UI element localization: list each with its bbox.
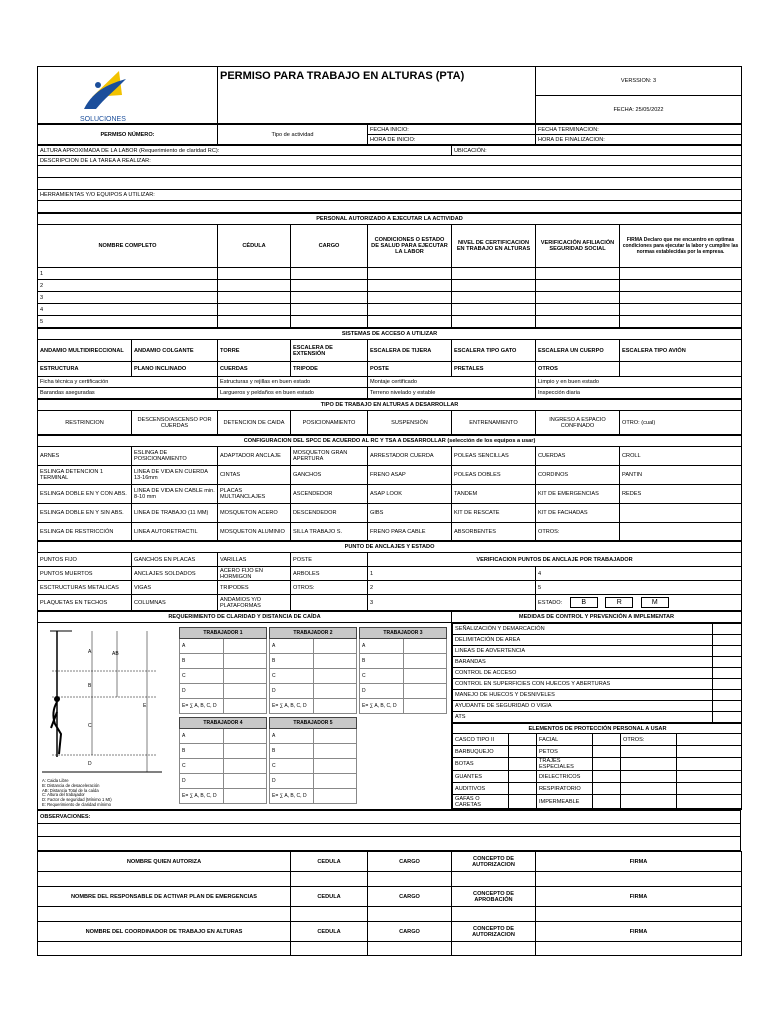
table-row: 4 xyxy=(38,304,742,316)
control-item[interactable]: LINEAS DE ADVERTENCIA xyxy=(453,646,713,657)
coordinator-role: CARGO xyxy=(368,922,452,942)
tools-field[interactable]: HERRAMIENTAS Y/O EQUIPOS A UTILIZAR: xyxy=(38,190,742,201)
equipment-option[interactable]: GIBS xyxy=(368,504,452,523)
authorizer-role: CARGO xyxy=(368,852,452,872)
work-type-row xyxy=(38,411,742,435)
ppe-item[interactable]: BARBUQUEJO xyxy=(453,746,509,758)
control-item[interactable]: ATS xyxy=(453,712,713,723)
equipment-option[interactable]: CROLL xyxy=(620,447,742,466)
col-social-security: VERIFICACIÓN AFILIACIÓN SEGURIDAD SOCIAL xyxy=(536,225,620,268)
access-option[interactable]: PRETALES xyxy=(452,362,536,377)
equipment-other[interactable]: OTROS: xyxy=(536,523,620,541)
anchors-title: PUNTO DE ANCLAJES Y ESTADO xyxy=(38,542,742,553)
access-check[interactable]: Barandas aseguradas xyxy=(38,388,218,399)
anchor-worker-4[interactable]: 4 xyxy=(536,567,742,581)
equipment-option[interactable]: SILLA TRABAJO S. xyxy=(291,523,368,541)
access-check[interactable]: Inspección diaria xyxy=(536,388,742,399)
emergency-lead-signature: FIRMA xyxy=(536,887,742,907)
access-option[interactable]: ANDAMIO MULTIDIRECCIONAL xyxy=(38,340,132,362)
table-row xyxy=(38,523,742,541)
status-label: ESTADO: xyxy=(538,600,563,606)
anchor-worker-2[interactable]: 2 xyxy=(368,581,536,595)
anchor-option[interactable]: PLAQUETAS EN TECHOS xyxy=(38,595,132,611)
table-row xyxy=(38,553,742,567)
end-date-field[interactable]: FECHA TERMINACION: xyxy=(536,125,742,135)
fig-label-c: C xyxy=(88,723,92,729)
worker-1-table: TRABAJADOR 1 A B C D E= ∑ A, B, C, D xyxy=(179,627,267,714)
anchor-verification-title: VERIFICACION PUNTOS DE ANCLAJE POR TRABAJADOR xyxy=(368,553,742,567)
authorizer-id: CEDULA xyxy=(291,852,368,872)
anchor-option[interactable]: PUNTOS FIJO xyxy=(38,553,132,567)
legend-item: A: Caida Libre xyxy=(42,778,69,783)
ppe-item[interactable]: RESPIRATORIO xyxy=(537,783,593,795)
equipment-option[interactable]: PANTIN xyxy=(620,466,742,485)
title-cell xyxy=(218,67,536,124)
equipment-option[interactable]: POLEAS DOBLES xyxy=(452,466,536,485)
equipment-option[interactable]: GANCHOS xyxy=(291,466,368,485)
control-item[interactable]: SEÑALIZACIÓN Y DEMARCACIÓN xyxy=(453,624,713,635)
work-type-other[interactable]: OTRO: (cual) xyxy=(620,411,742,435)
control-list xyxy=(452,623,742,723)
equipment-option[interactable]: ESLINGA DOBLE EN Y CON ABS. xyxy=(38,485,132,504)
clearance-legend xyxy=(42,779,112,808)
equipment-option[interactable]: FRENO ASAP xyxy=(368,466,452,485)
equipment-option[interactable]: DESCENDEDOR xyxy=(291,504,368,523)
anchor-worker-1[interactable]: 1 xyxy=(368,567,536,581)
ppe-title: ELEMENTOS DE PROTECCIÓN PERSONAL A USAR xyxy=(453,724,742,734)
ppe-other[interactable]: OTROS: xyxy=(621,734,677,746)
ppe-item[interactable]: GAFAS O CARETAS xyxy=(453,795,509,809)
table-row xyxy=(38,567,742,581)
ppe-item[interactable]: DIELECTRICOS xyxy=(537,771,593,783)
anchor-option[interactable]: ARBOLES xyxy=(291,567,368,581)
anchor-option[interactable]: TRIPODES xyxy=(218,581,291,595)
description-line-1[interactable] xyxy=(38,166,742,178)
access-option[interactable]: ESCALERA DE EXTENSIÓN xyxy=(291,340,368,362)
worker-3-title: TRABAJADOR 3 xyxy=(360,628,447,639)
emergency-lead-id: CEDULA xyxy=(291,887,368,907)
height-field[interactable]: ALTURA APROXIMADA DE LA LABOR (Requerimiento de claridad RC): xyxy=(38,146,452,156)
page-title: PERMISO PARA TRABAJO EN ALTURAS (PTA) xyxy=(220,70,465,82)
equipment-option[interactable]: KIT DE FACHADAS xyxy=(536,504,620,523)
equipment-option[interactable]: ESLINGA DOBLE EN Y SIN ABS. xyxy=(38,504,132,523)
control-title: MEDIDAS DE CONTROL Y PREVENCIÓN A IMPLEMENTAR xyxy=(452,612,742,623)
permit-number-label: PERMISO NÚMERO: xyxy=(38,125,218,145)
control-item[interactable]: CONTROL EN SUPERFICIES CON HUECOS Y ABERTURAS xyxy=(453,679,713,690)
permit-form xyxy=(37,66,741,950)
access-option[interactable]: PLANO INCLINADO xyxy=(132,362,218,377)
worker-4-title: TRABAJADOR 4 xyxy=(180,718,267,729)
status-good-box[interactable]: B xyxy=(570,597,598,608)
equipment-option[interactable]: FRENO PARA CABLE xyxy=(368,523,452,541)
table-row xyxy=(38,485,742,504)
worker-2-title: TRABAJADOR 2 xyxy=(270,628,357,639)
anchor-option[interactable]: PUNTOS MUERTOS xyxy=(38,567,132,581)
equipment-option[interactable]: CORDINOS xyxy=(536,466,620,485)
coordinator-id: CEDULA xyxy=(291,922,368,942)
equipment-option[interactable]: LINEA AUTORETRACTIL xyxy=(132,523,218,541)
col-full-name: NOMBRE COMPLETO xyxy=(38,225,218,268)
ppe-item[interactable]: AUDITIVOS xyxy=(453,783,509,795)
equipment-option[interactable]: KIT DE RESCATE xyxy=(452,504,536,523)
anchor-option[interactable]: POSTE xyxy=(291,553,368,567)
work-type-option[interactable]: INGRESO A ESPACIO CONFINADO xyxy=(536,411,620,435)
access-row-2 xyxy=(38,362,742,377)
logo-cell xyxy=(38,67,218,124)
access-option[interactable]: ESCALERA DE TIJERA xyxy=(368,340,452,362)
equipment-option[interactable]: CUERDAS xyxy=(536,447,620,466)
equipment-option[interactable]: ESLINGA DE POSICIONAMIENTO xyxy=(132,447,218,466)
access-check[interactable]: Limpio y en buen estado xyxy=(536,377,742,388)
workers-grid xyxy=(179,627,447,804)
equipment-option[interactable]: PLACAS MULTIANCLAJES xyxy=(218,485,291,504)
legend-item: C: Altura del trabajador xyxy=(42,792,85,798)
personnel-table xyxy=(37,213,742,328)
coordinator-concept: CONCEPTO DE AUTORIZACION xyxy=(452,922,536,942)
ppe-item[interactable]: CASCO TIPO II xyxy=(453,734,509,746)
access-check[interactable]: Largueros y peldaños en buen estado xyxy=(218,388,368,399)
anchor-other[interactable]: OTROS: xyxy=(291,581,368,595)
control-item[interactable]: CONTROL DE ACCESO xyxy=(453,668,713,679)
access-option[interactable]: TRIPODE xyxy=(291,362,368,377)
access-option[interactable]: ESCALERA TIPO AVIÓN xyxy=(620,340,742,362)
authorizer-name: NOMBRE QUIEN AUTORIZA xyxy=(38,852,291,872)
control-item[interactable]: MANEJO DE HUECOS Y DESNIVELES xyxy=(453,690,713,701)
ppe-item[interactable]: BOTAS xyxy=(453,758,509,771)
spcc-table xyxy=(37,435,742,541)
equipment-option[interactable]: ARRESTADOR CUERDA xyxy=(368,447,452,466)
ppe-item[interactable]: PETOS xyxy=(537,746,593,758)
table-row: 5 xyxy=(38,316,742,328)
info-table xyxy=(37,124,742,145)
work-type-option[interactable]: POSICIONAMIENTO xyxy=(291,411,368,435)
equipment-option[interactable]: ESLINGA DE RESTRICCIÓN xyxy=(38,523,132,541)
col-health: CONDICIONES O ESTADO DE SALUD PARA EJECUTAR LA LABOR xyxy=(368,225,452,268)
table-row xyxy=(38,447,742,466)
worker-5-title: TRABAJADOR 5 xyxy=(270,718,357,729)
anchor-option[interactable]: VIGAS xyxy=(132,581,218,595)
fig-label-ab: AB xyxy=(112,651,119,657)
equipment-option[interactable]: ESLINGA DETENCION 1 TERMINAL xyxy=(38,466,132,485)
anchors-table xyxy=(37,541,742,611)
ppe-table xyxy=(452,723,742,809)
access-option[interactable]: ESTRUCTURA xyxy=(38,362,132,377)
emergency-lead-role: CARGO xyxy=(368,887,452,907)
anchor-worker-5[interactable]: 5 xyxy=(536,581,742,595)
access-row-3 xyxy=(38,377,742,388)
access-title: SISTEMAS DE ACCESO A UTILIZAR xyxy=(38,329,742,340)
anchor-option[interactable]: GANCHOS EN PLACAS xyxy=(132,553,218,567)
fall-clearance-diagram xyxy=(42,627,182,777)
worker-1-title: TRABAJADOR 1 xyxy=(180,628,267,639)
coordinator-signature: FIRMA xyxy=(536,922,742,942)
fig-label-d: D xyxy=(88,761,92,767)
access-table xyxy=(37,328,742,399)
equipment-option[interactable]: ABSORBENTES xyxy=(452,523,536,541)
equipment-option[interactable]: KIT DE EMERGENCIAS xyxy=(536,485,620,504)
legend-item: D: Factor de seguridad (Mínimo 1 Mt) xyxy=(42,797,112,803)
description-line-2[interactable] xyxy=(38,178,742,190)
anchor-option[interactable]: VARILLAS xyxy=(218,553,291,567)
equipment-option[interactable]: ASCENDEDOR xyxy=(291,485,368,504)
fig-label-a: A xyxy=(88,649,92,655)
anchor-worker-3[interactable]: 3 xyxy=(368,595,536,611)
equipment-option[interactable]: CINTAS xyxy=(218,466,291,485)
table-row xyxy=(38,466,742,485)
control-item[interactable]: BARANDAS xyxy=(453,657,713,668)
access-check[interactable]: Estructuras y rejillas en buen estado xyxy=(218,377,368,388)
control-area xyxy=(452,623,742,810)
authorizer-concept: CONCEPTO DE AUTORIZACION xyxy=(452,852,536,872)
worker-3-table: TRABAJADOR 3 A B C D E= ∑ A, B, C, D xyxy=(359,627,447,714)
equipment-option[interactable]: ARNES xyxy=(38,447,132,466)
access-option[interactable]: ESCALERA TIPO GATO xyxy=(452,340,536,362)
equipment-option[interactable]: ADAPTADOR ANCLAJE xyxy=(218,447,291,466)
signatures-table xyxy=(37,851,742,956)
clearance-area xyxy=(38,623,452,810)
equipment-option[interactable]: LINEA DE TRABAJO (11 MM) xyxy=(132,504,218,523)
legend-item: B: Distancia de desaceleración xyxy=(42,782,100,788)
emergency-lead-concept: CONCEPTO DE APROBACIÓN xyxy=(452,887,536,907)
anchor-status xyxy=(536,595,742,611)
authorizer-signature: FIRMA xyxy=(536,852,742,872)
access-check[interactable]: Ficha técnica y certificación xyxy=(38,377,218,388)
table-row xyxy=(38,504,742,523)
work-type-option[interactable]: ENTRENAMIENTO xyxy=(452,411,536,435)
access-option[interactable]: POSTE xyxy=(368,362,452,377)
anchor-option[interactable]: ANCLAJES SOLDADOS xyxy=(132,567,218,581)
observations-table xyxy=(37,810,741,851)
work-type-option[interactable]: RESTRINCION xyxy=(38,411,132,435)
company-logo xyxy=(74,69,134,124)
anchor-option[interactable]: ANDAMIOS Y/O PLATAFORMAS xyxy=(218,595,291,611)
access-check[interactable]: Terreno nivelado y estable xyxy=(368,388,536,399)
table-row: 3 xyxy=(38,292,742,304)
work-type-title: TIPO DE TRABAJO EN ALTURAS A DESARROLLAR xyxy=(38,400,742,411)
activity-type-label: Tipo de actividad xyxy=(218,125,368,145)
control-item[interactable]: AYUDANTE DE SEGURIDAD O VIGIA xyxy=(453,701,713,712)
access-row-1 xyxy=(38,340,742,362)
legend-item: AB: Distancia Total de la caída xyxy=(42,787,99,793)
coordinator-name: NOMBRE DEL COORDINADOR DE TRABAJO EN ALTURAS xyxy=(38,922,291,942)
access-row-4 xyxy=(38,388,742,399)
work-type-option[interactable]: DETENCION DE CAIDA xyxy=(218,411,291,435)
worker-4-table: TRABAJADOR 4 A B C D E= ∑ A, B, C, D xyxy=(179,717,267,804)
equipment-option[interactable]: ASAP LOOK xyxy=(368,485,452,504)
anchor-option[interactable]: ESCTRUCTURAS METALICAS xyxy=(38,581,132,595)
equipment-option[interactable]: POLEAS SENCILLAS xyxy=(452,447,536,466)
date: FECHA: 25/05/2022 xyxy=(536,96,742,124)
table-row: 1 xyxy=(38,268,742,280)
col-certification: NIVEL DE CERTIFICACION EN TRABAJO EN ALTURAS xyxy=(452,225,536,268)
ppe-item[interactable]: FACIAL xyxy=(537,734,593,746)
work-type-table xyxy=(37,399,742,435)
observations-label: OBSERVACIONES: xyxy=(38,811,741,824)
anchor-option[interactable]: ACERO FIJO EN HORMIGON xyxy=(218,567,291,581)
observations-line-2[interactable] xyxy=(38,837,741,851)
fig-label-e: E xyxy=(143,703,147,709)
personnel-title: PERSONAL AUTORIZADO A EJECUTAR LA ACTIVIDAD xyxy=(38,214,742,225)
work-type-option[interactable]: SUSPENSIÓN xyxy=(368,411,452,435)
version: VERSSION: 3 xyxy=(536,67,742,96)
table-row xyxy=(38,595,742,611)
info-table-2 xyxy=(37,145,742,213)
header-table xyxy=(37,66,742,124)
ppe-item[interactable]: TRAJES ESPECIALES xyxy=(537,758,593,771)
anchor-option[interactable]: COLUMNAS xyxy=(132,595,218,611)
description-field[interactable]: DESCRIPCION DE LA TAREA A REALIZAR: xyxy=(38,156,742,166)
control-item[interactable]: DELIMITACIÓN DE AREA xyxy=(453,635,713,646)
clearance-title: REQUERIMIENTO DE CLARIDAD Y DISTANCIA DE CAÍDA xyxy=(38,612,452,623)
fig-label-b: B xyxy=(88,683,92,689)
access-check[interactable]: Montaje certificado xyxy=(368,377,536,388)
work-type-option[interactable]: DESCENSO/ASCENSO POR CUERDAS xyxy=(132,411,218,435)
clearance-control-table xyxy=(37,611,742,810)
tools-line[interactable] xyxy=(38,201,742,213)
col-id: CÉDULA xyxy=(218,225,291,268)
start-time-field[interactable]: HORA DE INICIO: xyxy=(368,135,536,145)
worker-2-table: TRABAJADOR 2 A B C D E= ∑ A, B, C, D xyxy=(269,627,357,714)
equipment-option[interactable]: LINEA DE VIDA EN CUERDA 13-16mm xyxy=(132,466,218,485)
end-time-field[interactable]: HORA DE FINALIZACION: xyxy=(536,135,742,145)
status-regular-box[interactable]: R xyxy=(605,597,633,608)
ppe-item[interactable]: GUANTES xyxy=(453,771,509,783)
equipment-option[interactable]: LINEA DE VIDA EN CABLE min. 8-10 mm xyxy=(132,485,218,504)
equipment-option[interactable]: MOSQUETON GRAN APERTURA xyxy=(291,447,368,466)
equipment-option[interactable]: TANDEM xyxy=(452,485,536,504)
worker-5-table: TRABAJADOR 5 A B C D E= ∑ A, B, C, D xyxy=(269,717,357,804)
col-role: CARGO xyxy=(291,225,368,268)
emergency-lead-name: NOMBRE DEL RESPONSABLE DE ACTIVAR PLAN DE EMERGENCIAS xyxy=(38,887,291,907)
logo-text: SOLUCIONES xyxy=(80,116,126,123)
ppe-item[interactable]: IMPERMEABLE xyxy=(537,795,593,809)
status-bad-box[interactable]: M xyxy=(641,597,669,608)
equipment-option[interactable]: REDES xyxy=(620,485,742,504)
table-row xyxy=(38,581,742,595)
location-field[interactable]: UBICACIÓN: xyxy=(452,146,742,156)
observations-line-1[interactable] xyxy=(38,824,741,837)
table-row: 2 xyxy=(38,280,742,292)
legend-item: E: Requerimiento de claridad mínimo xyxy=(42,801,111,807)
access-option[interactable]: ESCALERA UN CUERPO xyxy=(536,340,620,362)
spcc-title: CONFIGURACION DEL SPCC DE ACUERDO AL RC Y TSA A DESARROLLAR (selección de los equipos a usar) xyxy=(38,436,742,447)
access-option[interactable]: TORRE xyxy=(218,340,291,362)
access-option[interactable]: OTROS xyxy=(536,362,620,377)
equipment-option[interactable]: MOSQUETON ACERO xyxy=(218,504,291,523)
col-signature: FIRMA Declaro que me encuentro en optimas condiciones para ejecutar la labor y cumplire las normas establecidas por la empresa. xyxy=(620,225,742,268)
equipment-option[interactable]: MOSQUETON ALUMINIO xyxy=(218,523,291,541)
access-option[interactable]: CUERDAS xyxy=(218,362,291,377)
access-option[interactable]: ANDAMIO COLGANTE xyxy=(132,340,218,362)
start-date-field[interactable]: FECHA INICIO: xyxy=(368,125,536,135)
